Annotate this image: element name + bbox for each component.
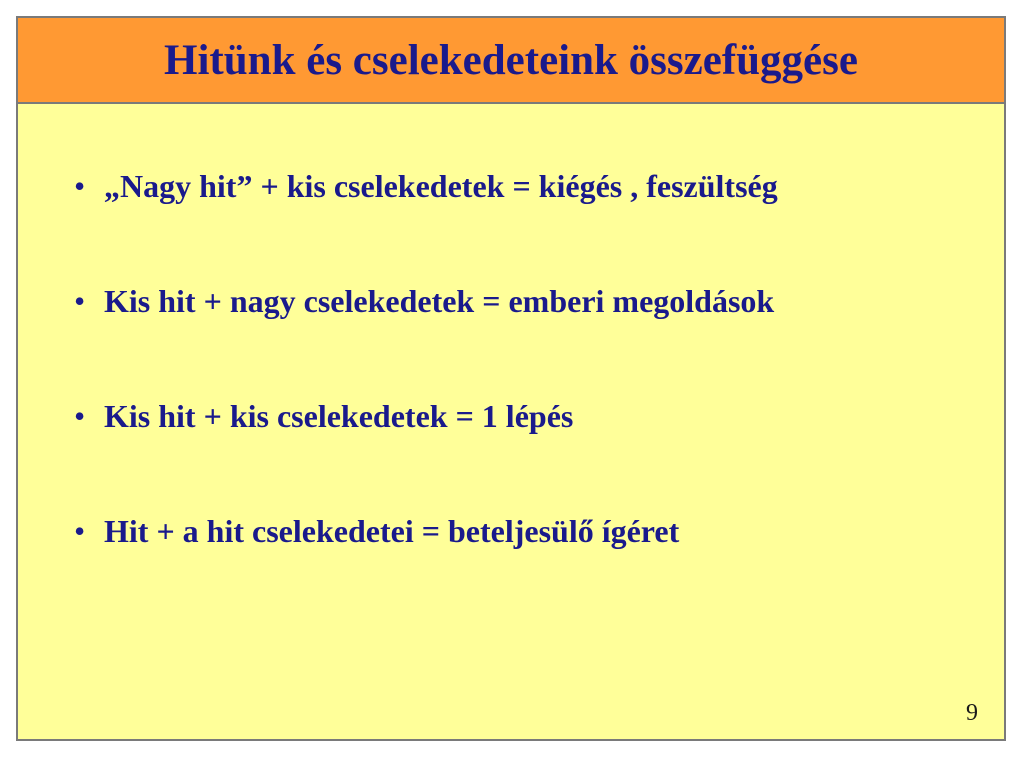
bullet-icon: • [74,513,86,549]
bullet-item [74,283,778,398]
bullet-icon: • [74,398,86,434]
bullet-list [74,168,778,628]
bullet-item [74,398,778,513]
bullet-text: Hit + a hit cselekedetei = beteljesülő ígéret [104,513,680,549]
bullet-item [74,168,778,283]
bullet-text: Kis hit + nagy cselekedetek = emberi megoldások [104,283,775,319]
bullet-icon: • [74,283,86,319]
bullet-icon: • [74,168,86,204]
slide-title: Hitünk és cselekedeteink összefüggése [164,36,858,84]
title-bar [18,18,1004,104]
page-number: 9 [966,700,978,726]
slide [16,16,1006,741]
bullet-text: „Nagy hit” + kis cselekedetek = kiégés , feszültség [104,168,778,204]
bullet-text: Kis hit + kis cselekedetek = 1 lépés [104,398,574,434]
bullet-item [74,513,778,628]
